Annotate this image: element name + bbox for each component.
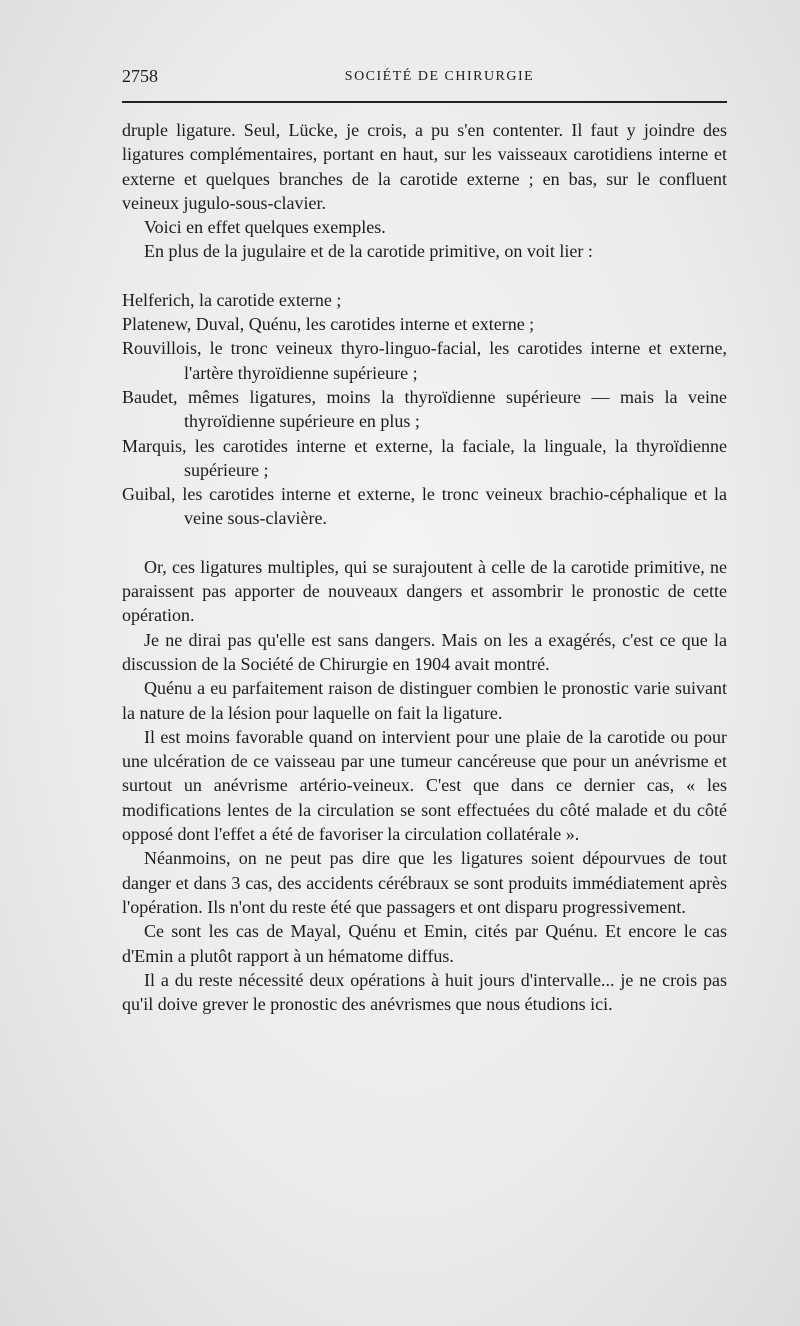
list-item: Helferich, la carotide externe ; — [122, 289, 342, 310]
ligature-list — [122, 288, 727, 531]
header-rule — [122, 101, 727, 103]
page-number: 2758 — [122, 66, 158, 86]
paragraph-examples: Voici en effet quelques exemples. — [144, 217, 386, 238]
paragraph-lead: En plus de la jugulaire et de la carotide primitive, on voit lier : — [144, 241, 593, 262]
list-item: Marquis, les carotides interne et externe, la faciale, la linguale, la thyroïdienne supérieure ; — [122, 435, 727, 480]
paragraph-quenu: Quénu a eu parfaitement raison de distinguer combien le pronostic varie suivant la nature de la lésion pour laquelle on fait la ligature. — [122, 678, 727, 723]
spacer — [122, 531, 727, 555]
list-item: Baudet, mêmes ligatures, moins la thyroïdienne supérieure — mais la veine thyroïdienne supérieure en plus ; — [122, 386, 727, 432]
paragraph-neanmoins: Néanmoins, on ne peut pas dire que les ligatures soient dépourvues de tout danger et dans 3 cas, des accidents cérébraux se sont produits immédiatement après l'opération. Ils n'ont du reste été que passagers et ont disparu progressivement. — [122, 848, 727, 917]
paragraph-emin: Il a du reste nécessité deux opérations à huit jours d'intervalle... je ne crois pas qu'il doive grever le pronostic des anévrismes que nous étudions ici. — [122, 969, 727, 1015]
body-text — [122, 118, 727, 1016]
page-header — [122, 66, 727, 90]
list-item: Rouvillois, le tronc veineux thyro-linguo-facial, les carotides interne et externe, l'artère thyroïdienne supérieure ; — [122, 338, 727, 383]
running-head: SOCIÉTÉ DE CHIRURGIE — [344, 69, 535, 84]
paragraph-or: Or, ces ligatures multiples, qui se surajoutent à celle de la carotide primitive, ne paraissent pas apporter de nouveaux dangers et assombrir le pronostic de cette opération. — [122, 556, 727, 626]
paragraph-dangers: Je ne dirai pas qu'elle est sans dangers. Mais on les a exagérés, c'est ce que la discussion de la Société de Chirurgie en 1904 avait montré. — [122, 629, 727, 674]
list-item: Platenew, Duval, Quénu, les carotides interne et externe ; — [122, 314, 535, 335]
paragraph-intro: druple ligature. Seul, Lücke, je crois, a pu s'en contenter. Il faut y joindre des ligatures complémentaires, portant en haut, sur les vaisseaux carotidiens interne et externe et quelques branches de la carotide externe ; en bas, sur le confluent veineux jugulo-sous-clavier. — [122, 120, 727, 213]
spacer — [122, 264, 727, 288]
paragraph-cas: Ce sont les cas de Mayal, Quénu et Emin, cités par Quénu. Et encore le cas d'Emin a plutôt rapport à un hématome diffus. — [122, 921, 727, 966]
paragraph-favorable: Il est moins favorable quand on intervient pour une plaie de la carotide ou pour une ulcération de ce vaisseau par une tumeur cancéreuse que pour un anévrisme et surtout un anévrisme artério-veineux. C'est que dans ce dernier cas, « les modifications lentes de la circulation se sont effectuées du côté malade et du côté opposé dont l'effet a été de favoriser la circulation collatérale ». — [122, 726, 727, 845]
list-item: Guibal, les carotides interne et externe, le tronc veineux brachio-céphalique et la veine sous-clavière. — [122, 484, 727, 529]
